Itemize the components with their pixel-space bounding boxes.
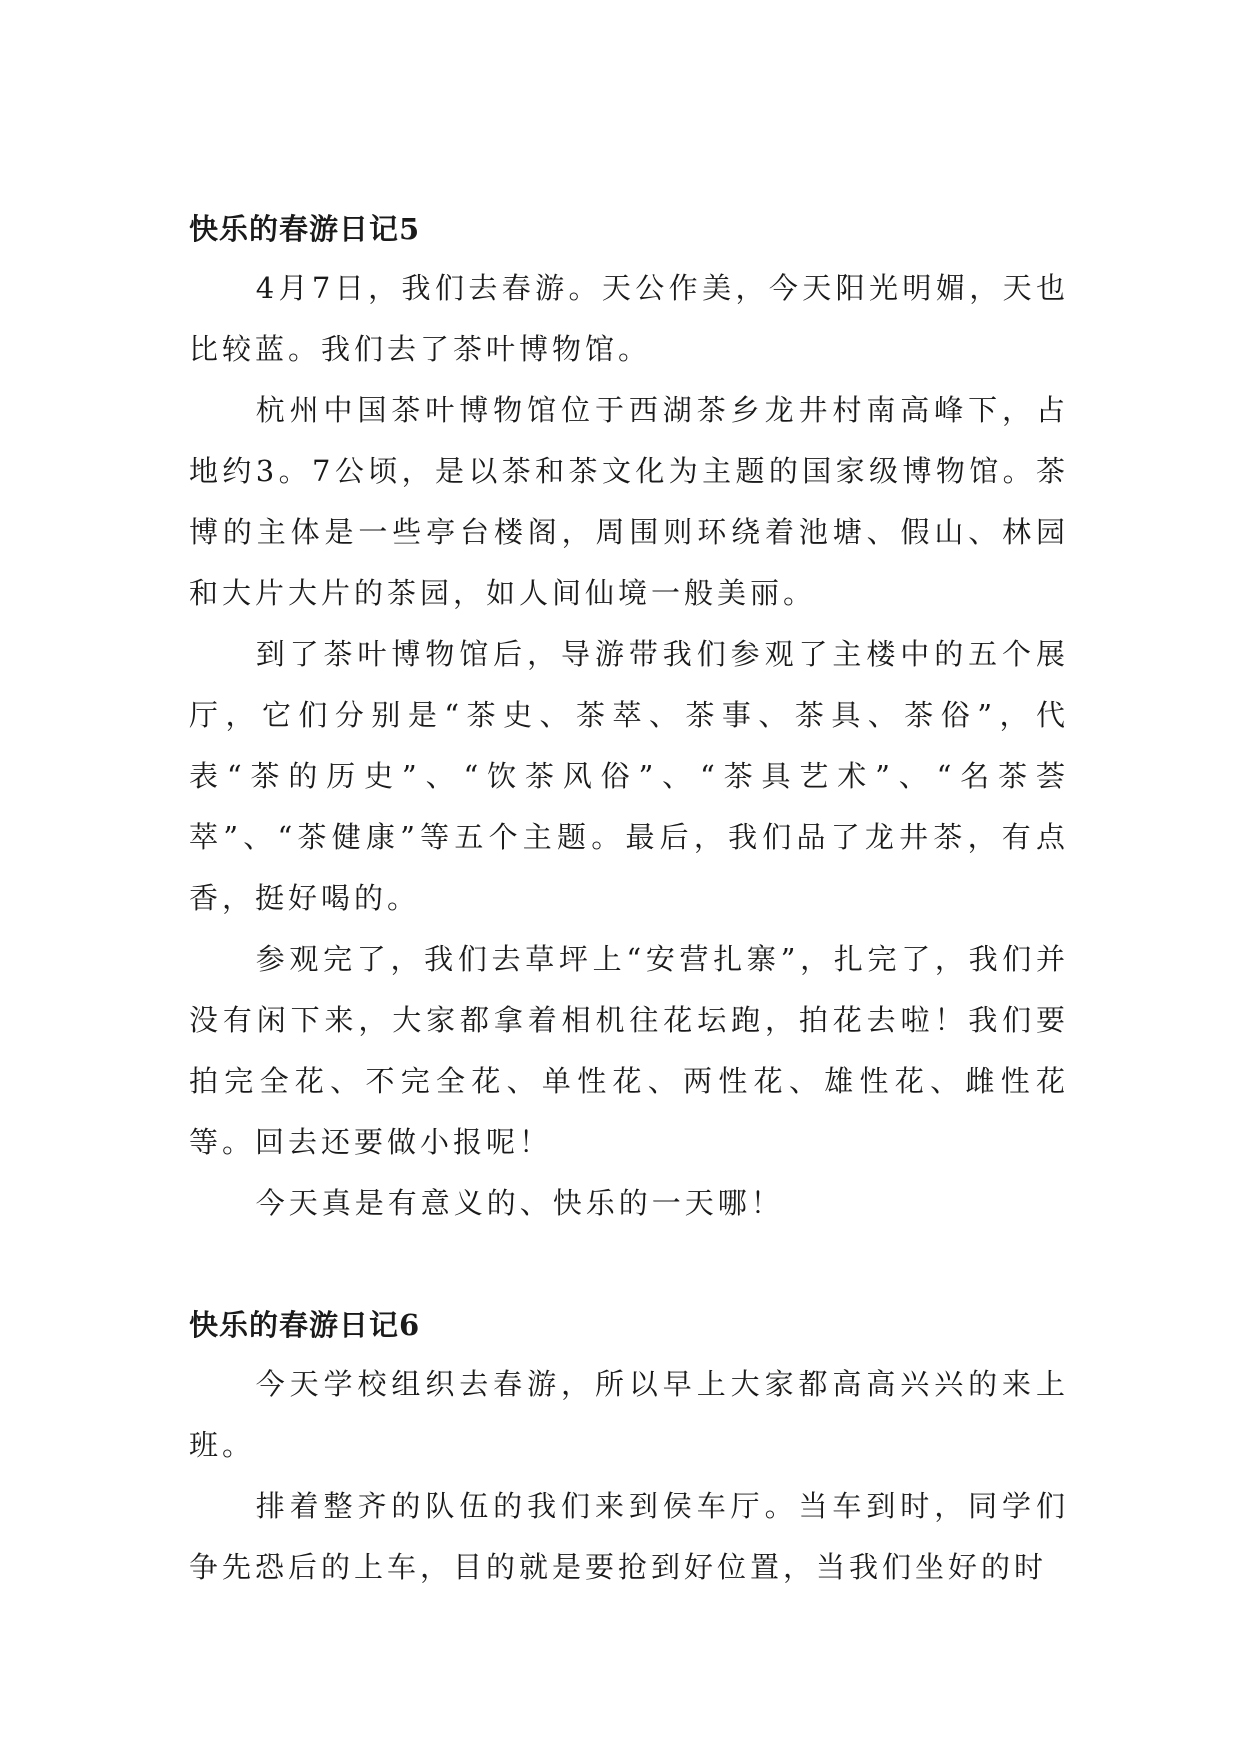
entry-title: 快乐的春游日记5: [189, 212, 421, 246]
paragraph: 到了茶叶博物馆后，导游带我们参观了主楼中的五个展厅，它们分别是“茶史、茶萃、茶事、茶具、茶俗”，代表“茶的历史”、“饮茶风俗”、“茶具艺术”、“名茶荟萃”、“茶健康”等五个主题。最后，我们品了龙井茶，有点香，挺好喝的。: [189, 637, 1069, 915]
paragraph: 参观完了，我们去草坪上“安营扎寨”，扎完了，我们并没有闲下来，大家都拿着相机往花坛跑，拍花去啦！我们要拍完全花、不完全花、单性花、两性花、雄性花、雌性花等。回去还要做小报呢！: [189, 942, 1069, 1159]
paragraph: 4月7日，我们去春游。天公作美，今天阳光明媚，天也比较蓝。我们去了茶叶博物馆。: [189, 271, 1069, 366]
paragraph: 今天学校组织去春游，所以早上大家都高高兴兴的来上班。: [189, 1367, 1069, 1462]
section-spacer: [189, 1234, 1069, 1296]
diary-entry-5: [189, 200, 1069, 1234]
paragraph: 今天真是有意义的、快乐的一天哪！: [255, 1186, 784, 1220]
paragraph: 杭州中国茶叶博物馆位于西湖茶乡龙井村南高峰下，占地约3。7公顷，是以茶和茶文化为主题的国家级博物馆。茶博的主体是一些亭台楼阁，周围则环绕着池塘、假山、林园和大片大片的茶园，如人间仙境一般美丽。: [189, 393, 1069, 610]
entry-title: 快乐的春游日记6: [189, 1308, 421, 1342]
diary-entry-6: [189, 1296, 1069, 1598]
paragraph: 排着整齐的队伍的我们来到侯车厅。当车到时，同学们争先恐后的上车，目的就是要抢到好位置，当我们坐好的时: [189, 1489, 1069, 1584]
document-page: [189, 200, 1069, 1598]
